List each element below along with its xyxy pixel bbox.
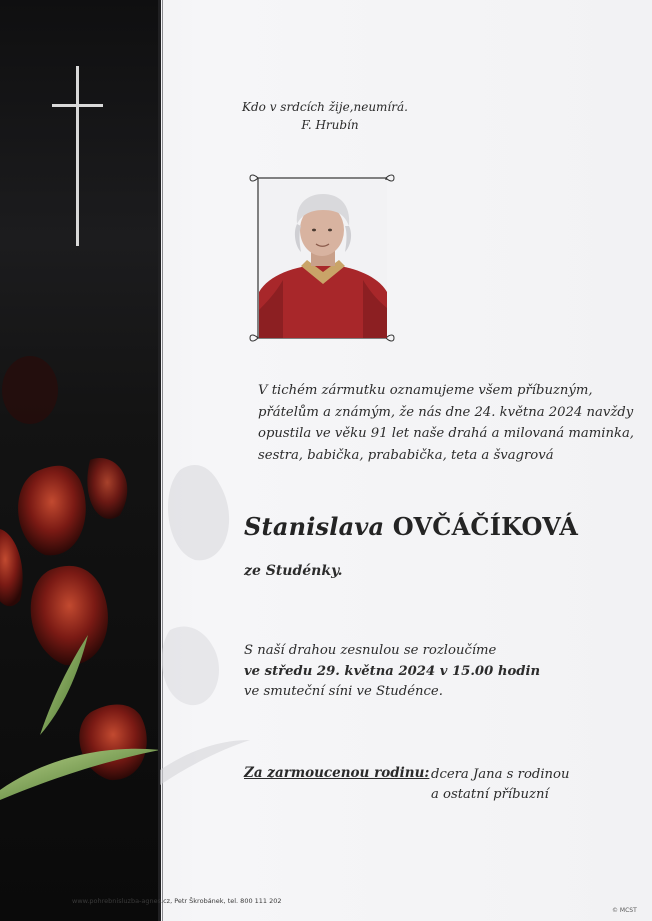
deceased-first-name: Stanislava: [244, 512, 385, 541]
quote-text: Kdo v srdcích žije,neumírá.: [242, 100, 408, 114]
memorial-quote: [230, 98, 420, 134]
funeral-service-footer: www.pohrebnisluzba-agnes.cz, Petr Škrobánek, tel. 800 111 202: [72, 897, 282, 905]
decorative-side-band: [0, 0, 158, 921]
tulip-decoration: [0, 330, 158, 830]
ceremony-details: [244, 641, 604, 703]
announcement-line: V tichém zármutku oznamujeme všem příbuzným,: [258, 383, 593, 398]
deceased-surname: OVČÁČÍKOVÁ: [392, 512, 579, 541]
announcement-line: přátelům a známým, že nás dne 24. května 2024 navždy: [258, 404, 634, 420]
ceremony-location: ve smuteční síni ve Studénce.: [244, 684, 443, 699]
announcement-line: sestra, babička, prababička, teta a švagrová: [258, 447, 554, 463]
portrait-illustration: [259, 180, 387, 338]
announcement-line: opustila ve věku 91 let naše drahá a milovaná maminka,: [258, 426, 634, 441]
announcement-text: [258, 380, 634, 466]
family-member: dcera Jana s rodinou: [431, 767, 570, 782]
family-member: a ostatní příbuzní: [431, 787, 549, 802]
quote-author: F. Hrubín: [301, 118, 359, 132]
copyright-mark: © MCST: [612, 907, 637, 914]
deceased-name: [244, 512, 578, 541]
faded-tulip-decoration: [160, 440, 250, 800]
deceased-origin: ze Studénky.: [244, 563, 343, 579]
family-label: Za zarmoucenou rodinu:: [244, 765, 430, 781]
cross-icon: [52, 66, 104, 248]
ceremony-intro: S naší drahou zesnulou se rozloučíme: [244, 643, 497, 658]
ceremony-date-time: ve středu 29. května 2024 v 15.00 hodin: [244, 663, 541, 679]
portrait-photo: [259, 180, 387, 338]
family-members: [431, 765, 569, 805]
